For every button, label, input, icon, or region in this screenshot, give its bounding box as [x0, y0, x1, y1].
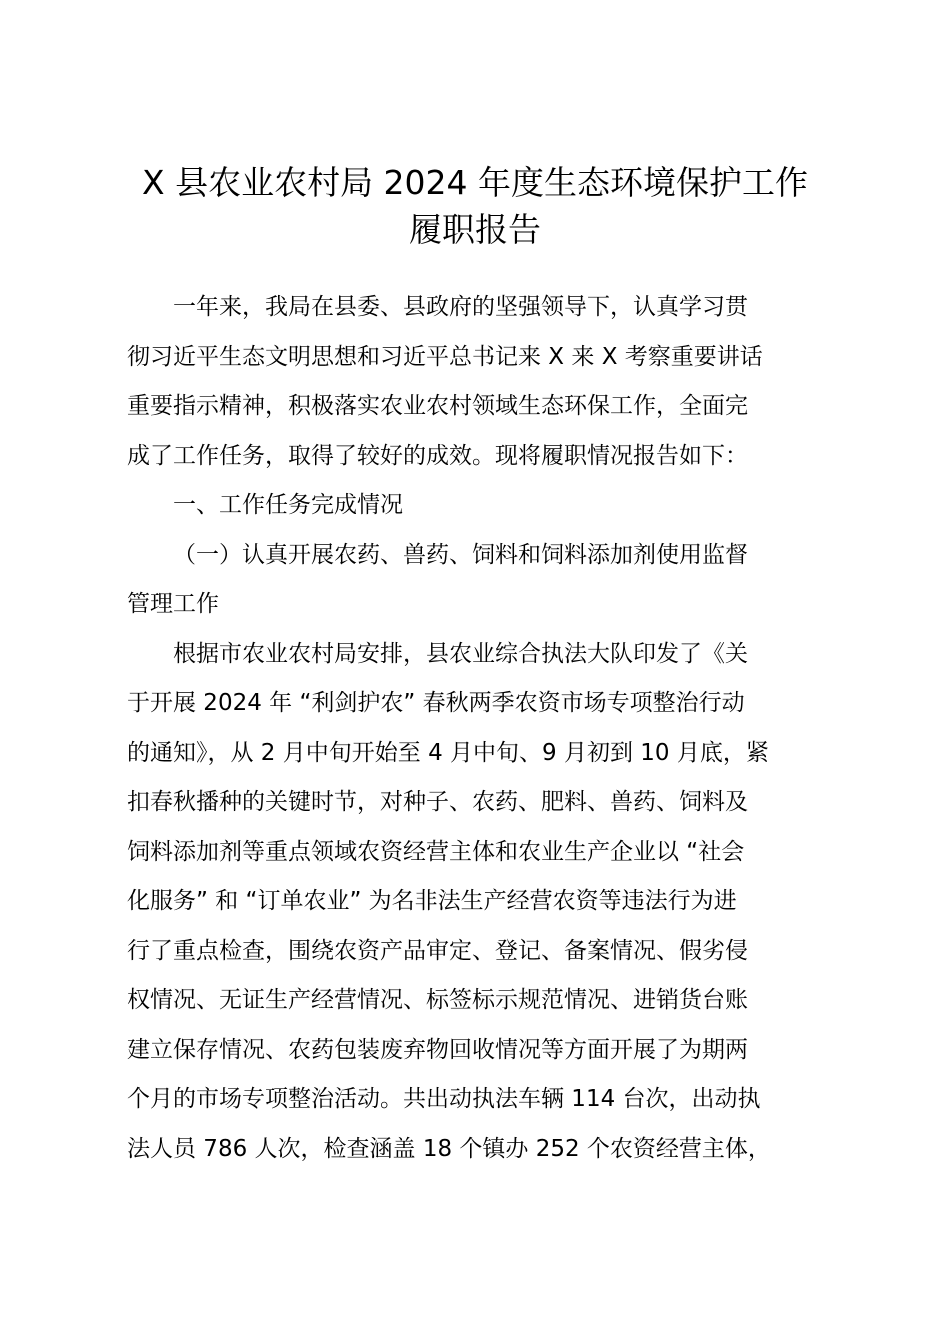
- paragraph-line: 成了工作任务，取得了较好的成效。现将履职情况报告如下：: [127, 442, 748, 469]
- paragraph-line: 的通知》，从 2 月中旬开始至 4 月中旬、9 月初到 10 月底，紧: [127, 739, 769, 766]
- subsection-heading-line: 管理工作: [127, 591, 219, 617]
- title-line-2: 履职报告: [409, 210, 541, 249]
- document-title: [120, 159, 830, 253]
- paragraph-line: 化服务” 和 “订单农业” 为名非法生产经营农资等违法行为进: [127, 888, 737, 914]
- paragraph-line: 重要指示精神，积极落实农业农村领域生态环保工作，全面完: [127, 393, 748, 419]
- paragraph-line: 扣春秋播种的关键时节，对种子、农药、肥料、兽药、饲料及: [127, 789, 748, 815]
- subsection-heading-line: （一）认真开展农药、兽药、饲料和饲料添加剂使用监督: [173, 541, 748, 568]
- title-line-1: X 县农业农村局 2024 年度生态环境保护工作: [141, 163, 809, 202]
- paragraph-line: 建立保存情况、农药包装废弃物回收情况等方面开展了为期两: [127, 1036, 748, 1063]
- section-heading: [127, 481, 837, 531]
- paragraph-line: 饲料添加剂等重点领域农资经营主体和农业生产企业以 “社会: [127, 838, 745, 865]
- paragraph-line: 一年来，我局在县委、县政府的坚强领导下，认真学习贯: [173, 294, 748, 320]
- paragraph-line: 权情况、无证生产经营情况、标签标示规范情况、进销货台账: [127, 987, 748, 1013]
- section-heading-text: 一、工作任务完成情况: [173, 492, 403, 518]
- intro-paragraph: [127, 283, 837, 481]
- subsection-heading: [127, 531, 837, 630]
- paragraph-line: 根据市农业农村局安排，县农业综合执法大队印发了《关: [173, 640, 748, 667]
- paragraph-line: 彻习近平生态文明思想和习近平总书记来 X 来 X 考察重要讲话: [127, 343, 763, 370]
- paragraph-line: 法人员 786 人次，检查涵盖 18 个镇办 252 个农资经营主体，: [127, 1135, 771, 1162]
- document-body: [127, 283, 837, 1174]
- body-paragraph: [127, 630, 837, 1175]
- paragraph-line: 于开展 2024 年 “利剑护农” 春秋两季农资市场专项整治行动: [127, 690, 745, 716]
- paragraph-line: 个月的市场专项整治活动。共出动执法车辆 114 台次，出动执: [127, 1086, 761, 1112]
- paragraph-line: 行了重点检查，围绕农资产品审定、登记、备案情况、假劣侵: [127, 937, 748, 964]
